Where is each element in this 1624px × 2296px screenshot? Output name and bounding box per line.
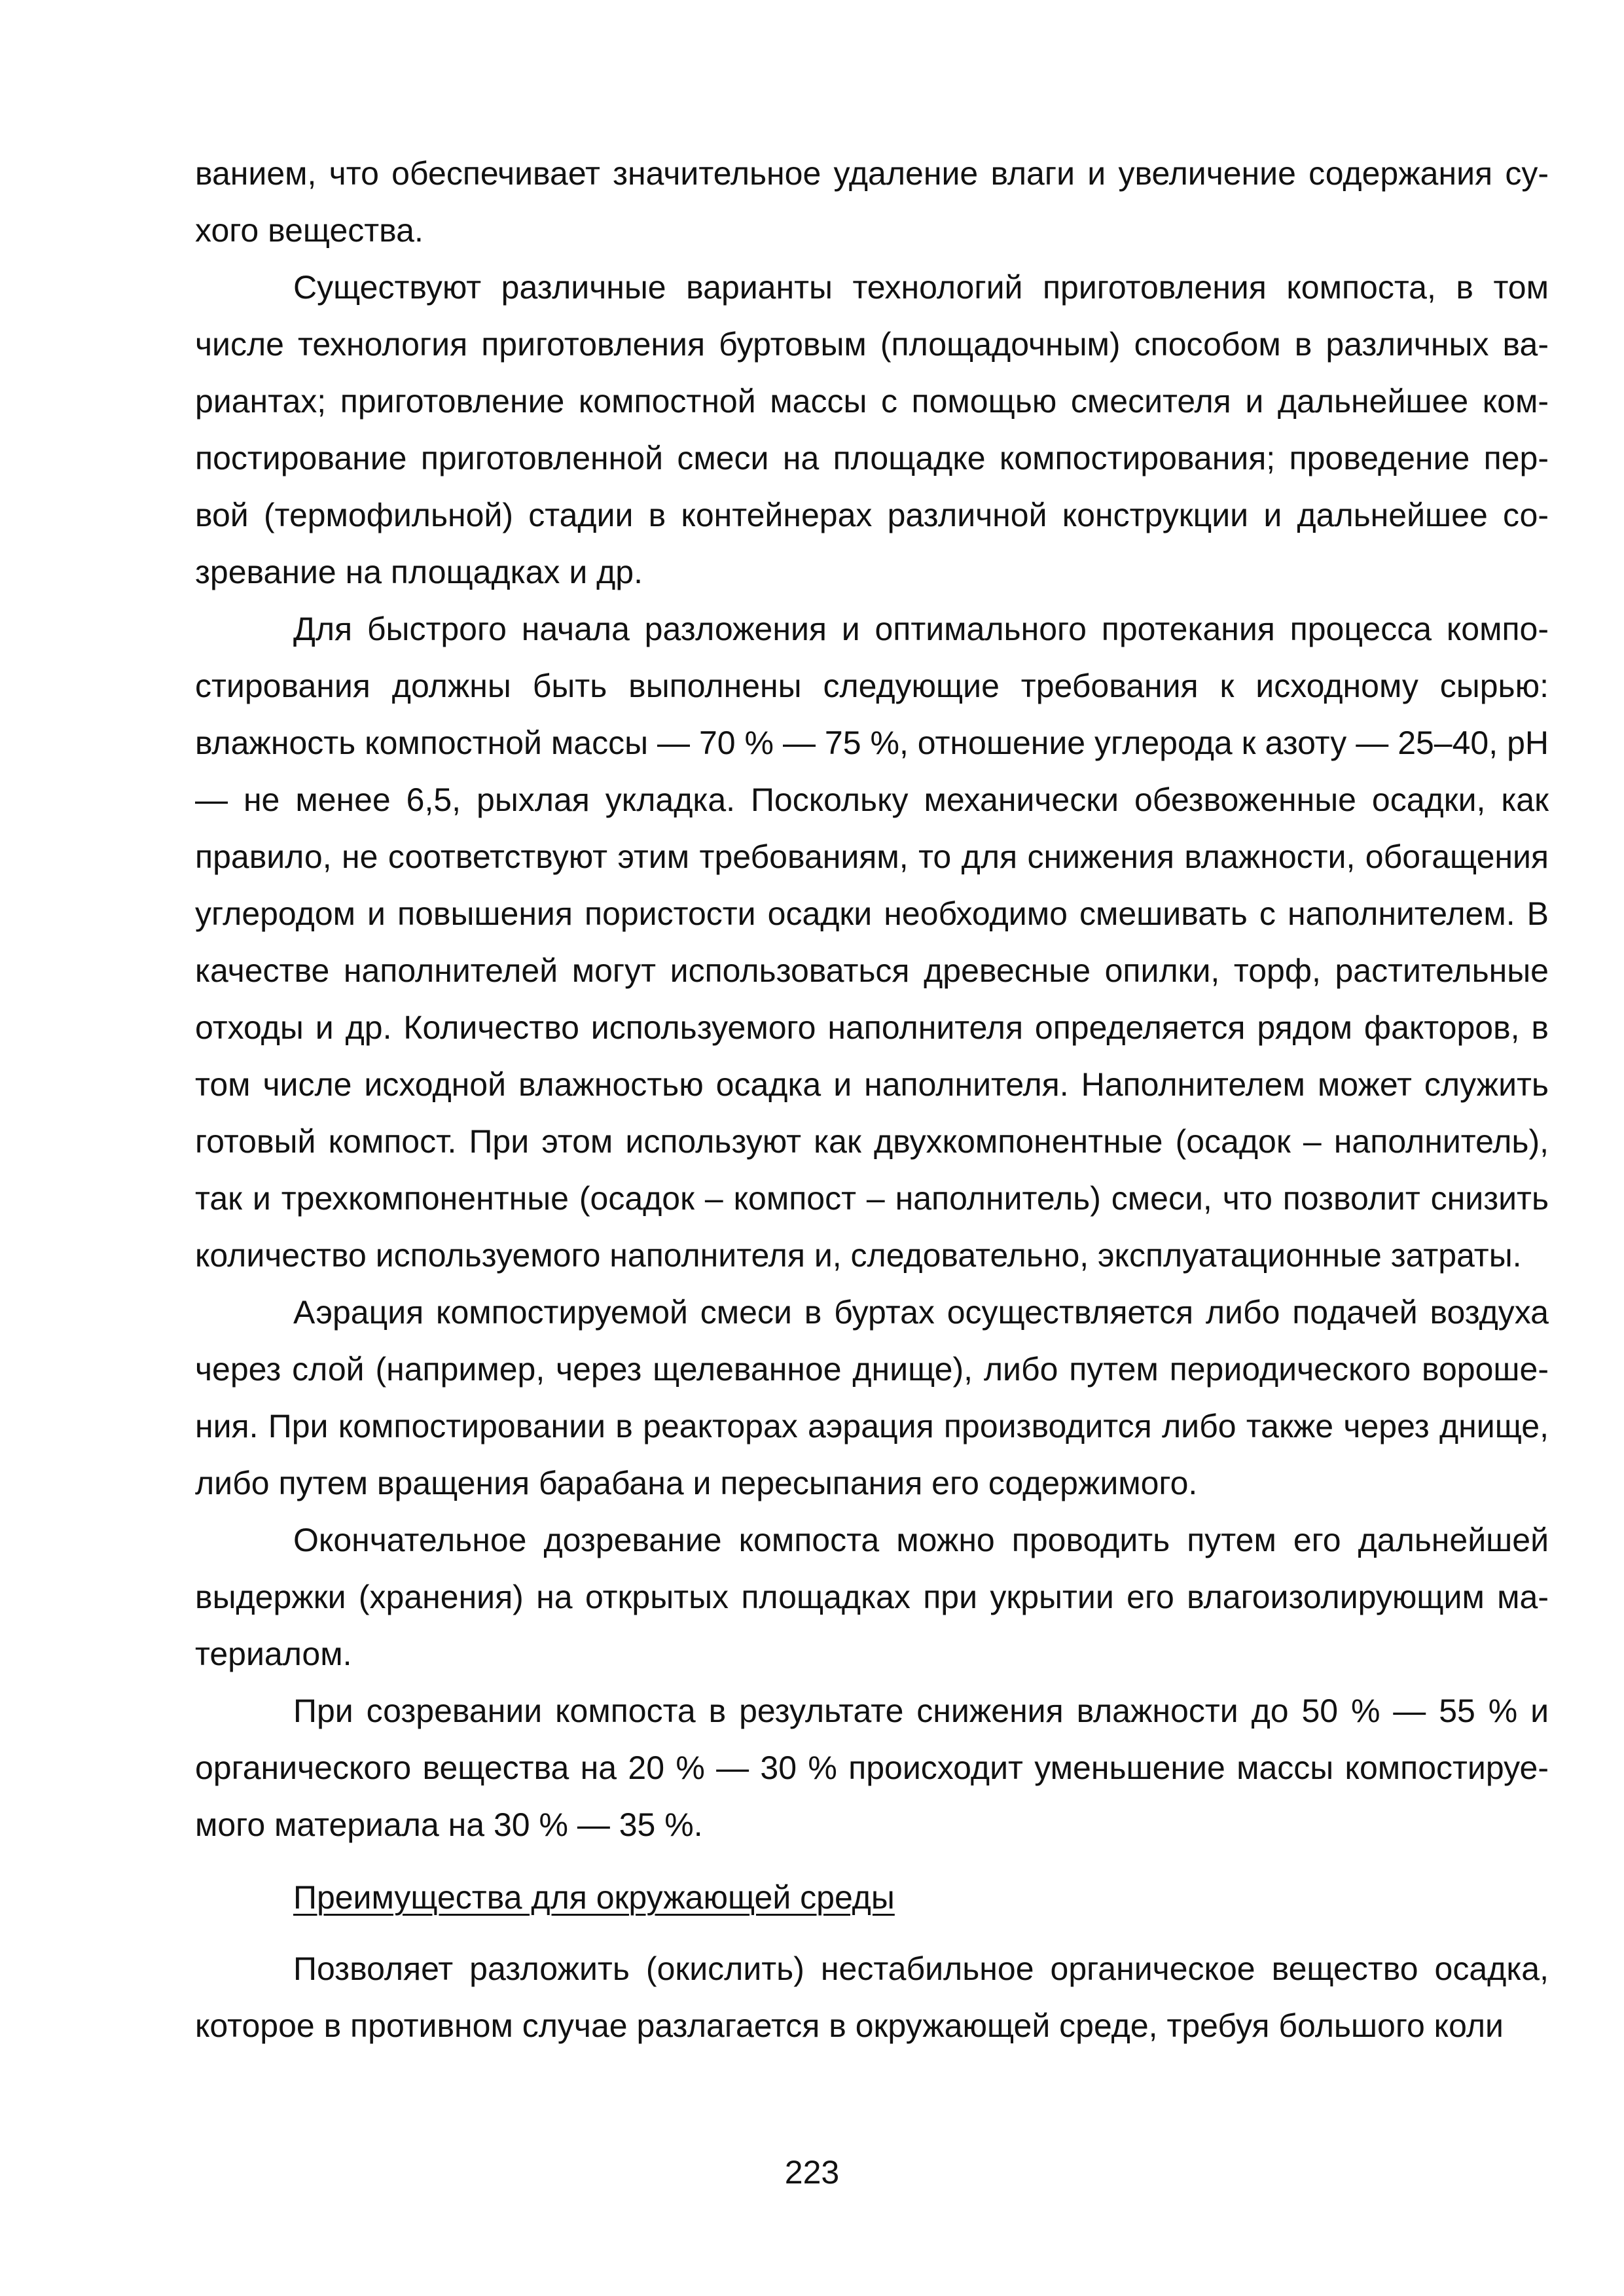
page-number: 223 [784,2154,840,2191]
paragraph-environmental-benefits: Позволяет разложить (окислить) нестабильное органическое вещество осадка, которое в противном случае разлагается в окружающей среде, требуя большого коли [195,1950,1549,2044]
paragraph-composting-technologies: Существуют различные варианты технологий приготовления компоста, в том числе технология приготовления буртовым (площадочным) способом в различных вариантах; приготовление компостной массы с помощью смесителя и дальнейшее компостирование приготовленной смеси на площадке компостирования; проведение первой (термофильной) стадии в контейнерах различной конструкции и дальнейшее созревание на площадках и др. [195,269,1549,590]
paragraph-mass-reduction: При созревании компоста в результате снижения влажности до 50 % — 55 % и органического вещества на 20 % — 30 % происходит уменьшение массы компостируемого материала на 30 % — 35 %. [195,1693,1549,1843]
document-page [195,145,1549,2054]
paragraph-final-maturation: Окончательное дозревание компоста можно проводить путем его дальнейшей выдержки (хранения) на открытых площадках при укрытии его влагоизолирующим материалом. [195,1522,1549,1672]
section-heading: Преимущества для окружающей среды [293,1879,895,1916]
paragraph-raw-material-requirements: Для быстрого начала разложения и оптимального протекания процесса компостирования должны быть выполнены следующие требования к исходному сырью: влажность компостной массы — 70 % — 75 %, отношение углерода к азоту — 25–40, pH — не менее 6,5, рыхлая укладка. Поскольку механически обезвоженные осадки, как правило, не соответствуют этим требованиям, то для снижения влажности, обогащения углеродом и повышения пористости осадки необходимо смешивать с наполнителем. В качестве наполнителей могут использоваться древесные опилки, торф, растительные отходы и др. Количество используемого наполнителя определяется рядом факторов, в том числе исходной влажностью осадка и наполнителя. Наполнителем может служить готовый компост. При этом используют как двухкомпонентные (осадок – наполнитель), так и трехкомпонентные (осадок – компост – наполнитель) смеси, что позволит снизить количество используемого наполнителя и, следовательно, эксплуатационные затраты. [195,611,1549,1274]
paragraph-aeration: Аэрация компостируемой смеси в буртах осуществляется либо подачей воздуха через слой (например, через щелеванное днище), либо путем периодического ворошения. При компостировании в реакторах аэрация производится либо также через днище, либо путем вращения барабана и пересыпания его содержимого. [195,1294,1549,1501]
paragraph-continuation: ванием, что обеспечивает значительное удаление влаги и увеличение содержания сухого вещества. [195,155,1549,249]
